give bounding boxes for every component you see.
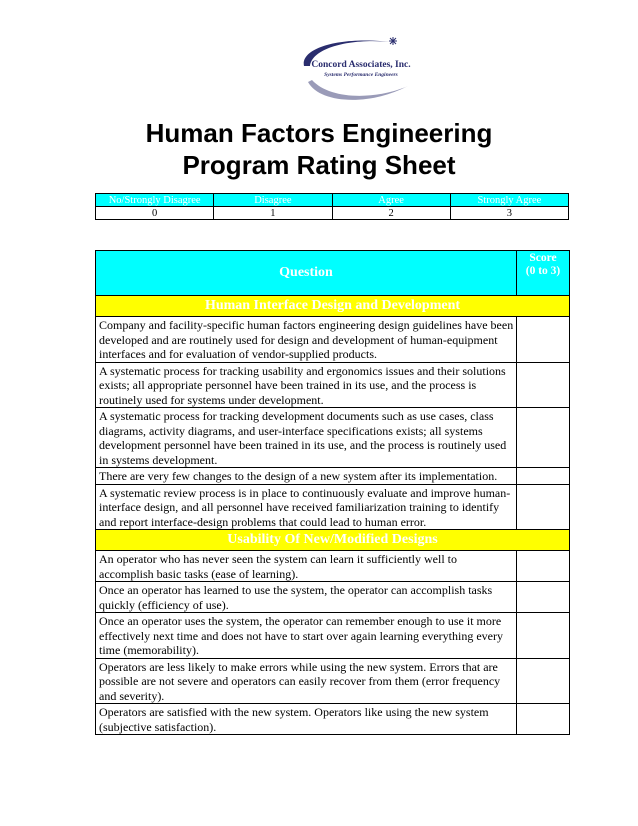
- table-row: [96, 317, 570, 363]
- score-cell[interactable]: [517, 582, 570, 613]
- score-cell[interactable]: [517, 613, 570, 659]
- question-text: Operators are satisfied with the new system. Operators like using the new system (subjective satisfaction).: [96, 704, 517, 735]
- section-header-row: [96, 296, 570, 317]
- scale-value: 2: [332, 207, 450, 220]
- scale-label: Strongly Agree: [450, 194, 568, 207]
- score-cell[interactable]: [517, 551, 570, 582]
- question-text: Company and facility-specific human factors engineering design guidelines have been developed and are routinely used for design and development of human-equipment interfaces and for evaluation of vendor-supplied products.: [96, 317, 517, 363]
- table-row: [96, 484, 570, 530]
- scale-label: Disagree: [214, 194, 332, 207]
- table-row: [96, 704, 570, 735]
- table-row: [96, 582, 570, 613]
- scale-label: Agree: [332, 194, 450, 207]
- question-text: Once an operator has learned to use the system, the operator can accomplish tasks quickly (efficiency of use).: [96, 582, 517, 613]
- table-row: [96, 362, 570, 408]
- table-row: [96, 658, 570, 704]
- table-row: [96, 408, 570, 468]
- question-text: There are very few changes to the design of a new system after its implementation.: [96, 468, 517, 485]
- rating-scale-table: [95, 193, 569, 220]
- score-header-title: Score: [529, 252, 557, 264]
- section-title: Human Interface Design and Development: [96, 296, 570, 317]
- company-logo: [290, 30, 420, 108]
- page-title-line-1: Human Factors Engineering: [145, 118, 493, 148]
- table-row: [96, 468, 570, 485]
- question-text: A systematic process for tracking usability and ergonomics issues and their solutions exists; all appropriate personnel have been trained in its use, and the process is routinely used for systems under development.: [96, 362, 517, 408]
- score-cell[interactable]: [517, 317, 570, 363]
- score-cell[interactable]: [517, 408, 570, 468]
- score-column-header: [517, 251, 570, 296]
- question-text: A systematic review process is in place to continuously evaluate and improve human-interface design, and all personnel have received familiarization training to identify and report interface-design problems that could lead to human error.: [96, 484, 517, 530]
- logo-tagline: Systems Performance Engineers: [324, 72, 398, 78]
- scale-label: No/Strongly Disagree: [96, 194, 214, 207]
- question-text: An operator who has never seen the system can learn it sufficiently well to accomplish basic tasks (ease of learning).: [96, 551, 517, 582]
- table-header-row: [96, 251, 570, 296]
- scale-value: 3: [450, 207, 568, 220]
- logo-company-name: Concord Associates, Inc.: [311, 60, 411, 70]
- score-cell[interactable]: [517, 658, 570, 704]
- question-text: A systematic process for tracking development documents such as use cases, class diagrams, activity diagrams, and user-interface specifications exists; all systems development personnel have been trained in its use, and the process is routinely used in systems development.: [96, 408, 517, 468]
- question-text: Operators are less likely to make errors while using the new system. Errors that are possible are not severe and operators can easily recover from them (error frequency and severity).: [96, 658, 517, 704]
- table-row: [96, 551, 570, 582]
- section-header-row: [96, 530, 570, 551]
- rating-scale-values-row: [96, 207, 569, 220]
- score-cell[interactable]: [517, 484, 570, 530]
- score-header-range: (0 to 3): [525, 265, 561, 277]
- section-title: Usability Of New/Modified Designs: [96, 530, 570, 551]
- score-cell[interactable]: [517, 362, 570, 408]
- rating-scale-labels-row: [96, 194, 569, 207]
- question-column-header: Question: [96, 251, 517, 296]
- score-cell[interactable]: [517, 468, 570, 485]
- score-cell[interactable]: [517, 704, 570, 735]
- table-row: [96, 613, 570, 659]
- scale-value: 1: [214, 207, 332, 220]
- rating-questions-table: [95, 250, 570, 735]
- question-text: Once an operator uses the system, the operator can remember enough to use it more effectively next time and does not have to start over again learning everything every time (memorability).: [96, 613, 517, 659]
- scale-value: 0: [96, 207, 214, 220]
- page-title-line-2: Program Rating Sheet: [182, 150, 456, 180]
